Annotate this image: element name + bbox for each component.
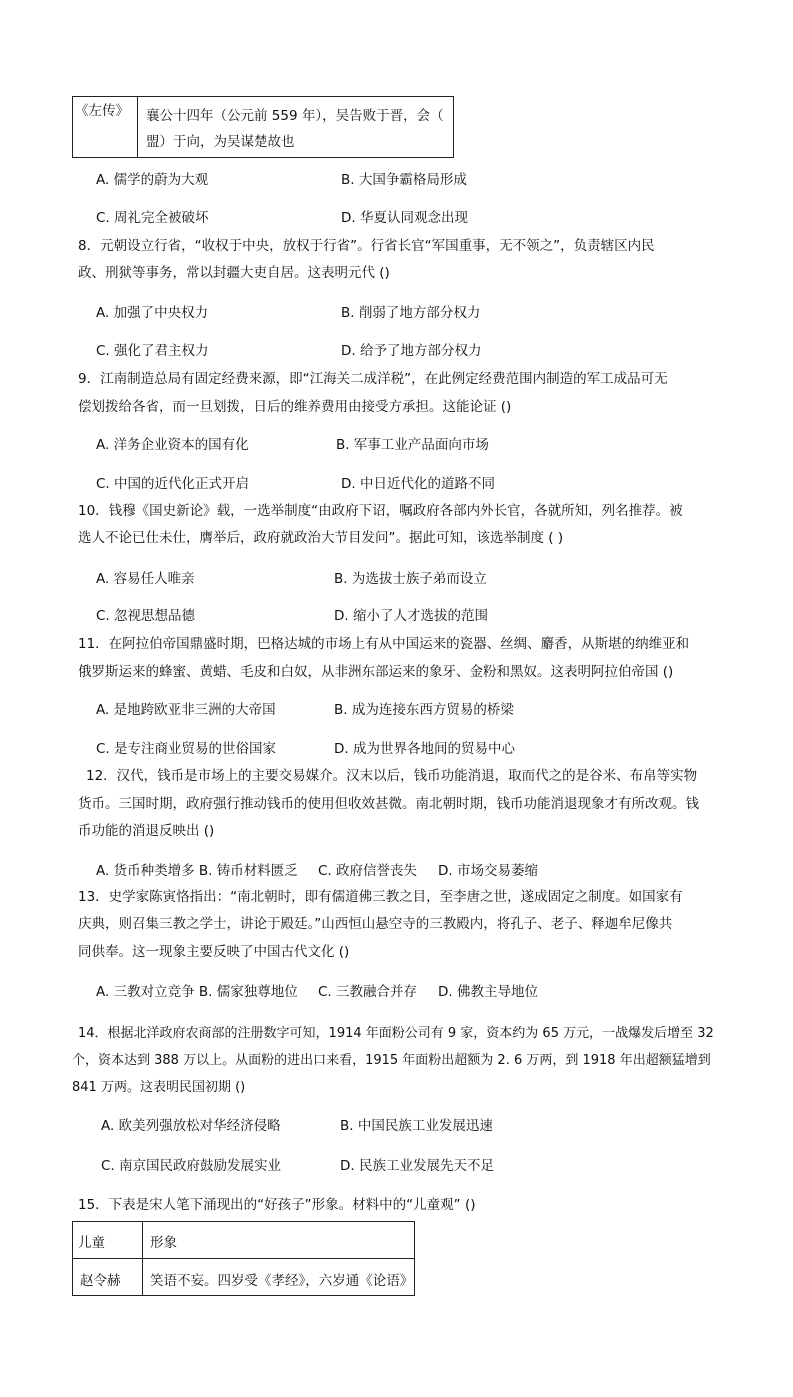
q15-table-cell-name xyxy=(73,1259,143,1296)
q13-stem-line-2-b: ”山西恒山悬空寺的三教殿内，将孔子、老子、释迦牟尼像共 xyxy=(314,916,673,932)
q15-table-header-child xyxy=(73,1222,143,1259)
q15-cell-name-text: 赵令赫 xyxy=(80,1273,121,1289)
q13-stem-line-1-a: 13．史学家陈寅恪指出：“ xyxy=(78,889,238,905)
q12-stem-line-1: 12．汉代，钱币是市场上的主要交易媒介。汉末以后，钱币功能消退，取而代之的是谷米、布帛等实物 xyxy=(86,768,698,784)
zuozhuan-table xyxy=(72,96,454,158)
q15-table-header-image xyxy=(143,1222,415,1259)
q12-option-ab: A. 货币种类增多 B. 铸币材料匮乏 xyxy=(96,863,298,879)
table-content-line-1: 襄公十四年（公元前 559 年），吴告败于晋，会（ xyxy=(146,108,444,124)
q10-quote-part-2: 选人不论已仕未仕，膺举后，政府就政治大节目发问 xyxy=(78,530,389,546)
q14-option-b: B. 中国民族工业发展迅速 xyxy=(340,1118,493,1134)
q12-option-c: C. 政府信誉丧失 xyxy=(318,863,418,879)
q11-stem-line-1: 11．在阿拉伯帝国鼎盛时期，巴格达城的市场上有从中国运来的瓷器、丝绸、麝香，从斯堪的纳维亚和 xyxy=(78,636,690,652)
q10-stem-line-1-a: 10．钱穆《国史新论》载，一选举制度“ xyxy=(78,503,319,519)
q9-option-a: A. 洋务企业资本的国有化 xyxy=(96,437,249,453)
q10-option-d: D. 缩小了人才选拔的范围 xyxy=(334,608,488,624)
table-content-line-2: 盟）于向，为吴谋楚故也 xyxy=(146,134,295,150)
table-source-cell xyxy=(73,97,138,158)
q13-stem-line-2 xyxy=(78,912,672,932)
q13-option-ab: A. 三教对立竞争 B. 儒家独尊地位 xyxy=(96,984,298,1000)
q10-stem-line-2 xyxy=(78,526,563,546)
q13-stem-line-3: 同供奉。这一现象主要反映了中国古代文化 () xyxy=(78,944,350,960)
q8-option-b: B. 削弱了地方部分权力 xyxy=(341,305,481,321)
q13-stem-line-1 xyxy=(78,885,683,905)
q13-quote-part-2: 庆典，则召集三教之学士，讲论于殿廷。 xyxy=(78,916,315,932)
q12-stem-line-3: 币功能的消退反映出 () xyxy=(78,823,215,839)
q7-option-d: D. 华夏认同观念出现 xyxy=(341,210,468,226)
q8-stem-line-2: 政、刑狱等事务，常以封疆大吏自居。这表明元代 () xyxy=(78,265,390,281)
q9-option-c: C. 中国的近代化正式开启 xyxy=(96,476,250,492)
q11-option-a: A. 是地跨欧亚非三洲的大帝国 xyxy=(96,702,276,718)
q12-stem-line-2: 货币。三国时期，政府强行推动钱币的使用但收效甚微。南北朝时期，钱币功能消退现象才有所改观。钱 xyxy=(78,796,699,812)
q13-option-d: D. 佛教主导地位 xyxy=(438,984,538,1000)
q15-header-image-text: 形象 xyxy=(150,1235,177,1251)
q14-option-a: A. 欧美列强放松对华经济侵略 xyxy=(101,1118,281,1134)
q10-option-a: A. 容易任人唯亲 xyxy=(96,571,195,587)
q13-quote-part-1: 南北朝时，即有儒道佛三教之目，至李唐之世，遂成固定之制度。如国家有 xyxy=(237,889,683,905)
q9-option-d: D. 中日近代化的道路不同 xyxy=(341,476,495,492)
q8-option-d: D. 给予了地方部分权力 xyxy=(341,343,482,359)
q15-stem: 15．下表是宋人笔下涌现出的“好孩子”形象。材料中的“儿童观” () xyxy=(78,1197,476,1213)
q10-stem-line-2-b: ”。据此可知，该选举制度 ( ) xyxy=(388,530,564,546)
q11-stem-line-2: 俄罗斯运来的蜂蜜、黄蜡、毛皮和白奴，从非洲东部运来的象牙、金粉和黑奴。这表明阿拉伯帝国 () xyxy=(78,664,674,680)
q15-header-child-text: 儿童 xyxy=(78,1235,105,1251)
table-content-cell xyxy=(138,97,454,158)
q7-option-b: B. 大国争霸格局形成 xyxy=(341,172,467,188)
q9-option-b: B. 军事工业产品面向市场 xyxy=(336,437,489,453)
q7-option-a: A. 儒学的蔚为大观 xyxy=(96,172,209,188)
q10-option-b: B. 为选拔士族子弟而设立 xyxy=(334,571,487,587)
q8-option-a: A. 加强了中央权力 xyxy=(96,305,209,321)
q11-option-c: C. 是专注商业贸易的世俗国家 xyxy=(96,741,277,757)
q13-option-c: C. 三教融合并存 xyxy=(318,984,418,1000)
q14-option-d: D. 民族工业发展先天不足 xyxy=(340,1158,494,1174)
q14-stem-line-3: 841 万两。这表明民国初期 () xyxy=(72,1080,246,1095)
q14-stem-line-1: 14．根据北洋政府农商部的注册数字可知，1914 年面粉公司有 9 家，资本约为 65 万元，一战爆发后增至 32 xyxy=(78,1026,714,1041)
q9-stem-line-2: 偿划拨给各省，而一旦划拨，日后的维养费用由接受方承担。这能论证 () xyxy=(78,399,512,415)
q15-cell-description-text: 笑语不妄。四岁受《孝经》，六岁通《论语》 xyxy=(150,1273,414,1289)
q7-option-c: C. 周礼完全被破坏 xyxy=(96,210,209,226)
q14-option-c: C. 南京国民政府鼓励发展实业 xyxy=(101,1158,282,1174)
table-source: 《左传》 xyxy=(75,103,129,119)
q11-option-b: B. 成为连接东西方贸易的桥梁 xyxy=(334,702,514,718)
q8-stem-line-1: 8．元朝设立行省，“收权于中央，放权于行省”。行省长官“军国重事，无不领之”，负责辖区内民 xyxy=(78,238,655,254)
q15-table xyxy=(72,1221,415,1296)
q12-option-d: D. 市场交易萎缩 xyxy=(438,863,538,879)
q9-stem-line-1: 9．江南制造总局有固定经费来源，即“江海关二成洋税”，在此例定经费范围内制造的军工成品可无 xyxy=(78,371,668,387)
q15-table-cell-description xyxy=(143,1259,415,1296)
q10-stem-line-1 xyxy=(78,499,683,519)
q10-quote-part-1: 由政府下诏，嘱政府各部内外长官，各就所知，列名推荐。被 xyxy=(318,503,683,519)
q11-option-d: D. 成为世界各地间的贸易中心 xyxy=(334,741,515,757)
q8-option-c: C. 强化了君主权力 xyxy=(96,343,209,359)
q14-stem-line-2: 个，资本达到 388 万以上。从面粉的进出口来看，1915 年面粉出超额为 2. 6 万两，到 1918 年出超额猛增到 xyxy=(72,1053,711,1068)
q10-option-c: C. 忽视思想品德 xyxy=(96,608,196,624)
